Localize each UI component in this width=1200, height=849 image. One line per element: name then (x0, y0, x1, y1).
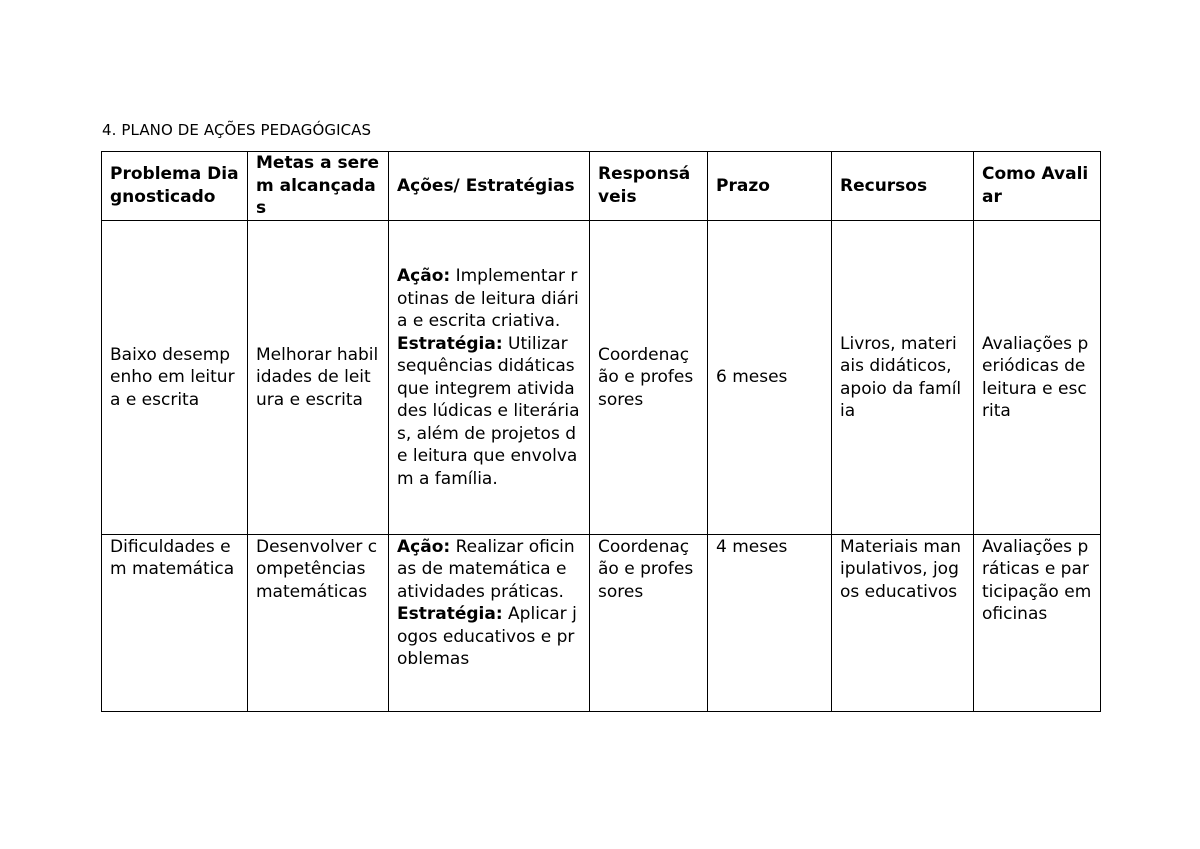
cell-responsible: Coordenação e professores (590, 220, 708, 534)
table-row (102, 220, 1101, 534)
cell-problem: Dificuldades em matemática (102, 534, 248, 711)
cell-goal: Desenvolver competências matemáticas (248, 534, 389, 711)
header-goals: Metas a serem alcançadas (248, 152, 389, 221)
cell-deadline: 6 meses (708, 220, 832, 534)
strategy-text: Aplicar jogos educativos e problemas (397, 604, 577, 669)
strategy-label: Estratégia: (397, 604, 503, 624)
cell-actions (389, 220, 590, 534)
cell-problem: Baixo desempenho em leitura e escrita (102, 220, 248, 534)
cell-goal: Melhorar habilidades de leitura e escrita (248, 220, 389, 534)
strategy-label: Estratégia: (397, 333, 503, 354)
cell-resources: Livros, materiais didáticos, apoio da família (832, 220, 974, 534)
cell-evaluation: Avaliações práticas e participação em oficinas (974, 534, 1101, 711)
cell-evaluation: Avaliações periódicas de leitura e escrita (974, 220, 1101, 534)
action-label: Ação: (397, 266, 451, 286)
action-text: Realizar oficinas de matemática e atividades práticas. (397, 536, 575, 602)
header-deadline: Prazo (708, 152, 832, 221)
header-actions: Ações/ Estratégias (389, 152, 590, 221)
cell-resources: Materiais manipulativos, jogos educativos (832, 534, 974, 711)
action-text: Implementar rotinas de leitura diária e escrita criativa. (397, 266, 579, 331)
header-evaluation: Como Avaliar (974, 152, 1101, 221)
table-header-row (102, 152, 1101, 221)
header-resources: Recursos (832, 152, 974, 221)
cell-responsible: Coordenação e professores (590, 534, 708, 711)
header-responsible: Responsáveis (590, 152, 708, 221)
action-label: Ação: (397, 536, 451, 557)
cell-deadline: 4 meses (708, 534, 832, 711)
strategy-text: Utilizar sequências didáticas que integrem atividades lúdicas e literárias, além de projetos de leitura que envolvam a família. (397, 333, 580, 489)
cell-actions (389, 534, 590, 711)
table-row (102, 534, 1101, 711)
section-title: 4. PLANO DE AÇÕES PEDAGÓGICAS (102, 121, 372, 139)
header-problem: Problema Diagnosticado (102, 152, 248, 221)
action-plan-table (101, 151, 1101, 712)
